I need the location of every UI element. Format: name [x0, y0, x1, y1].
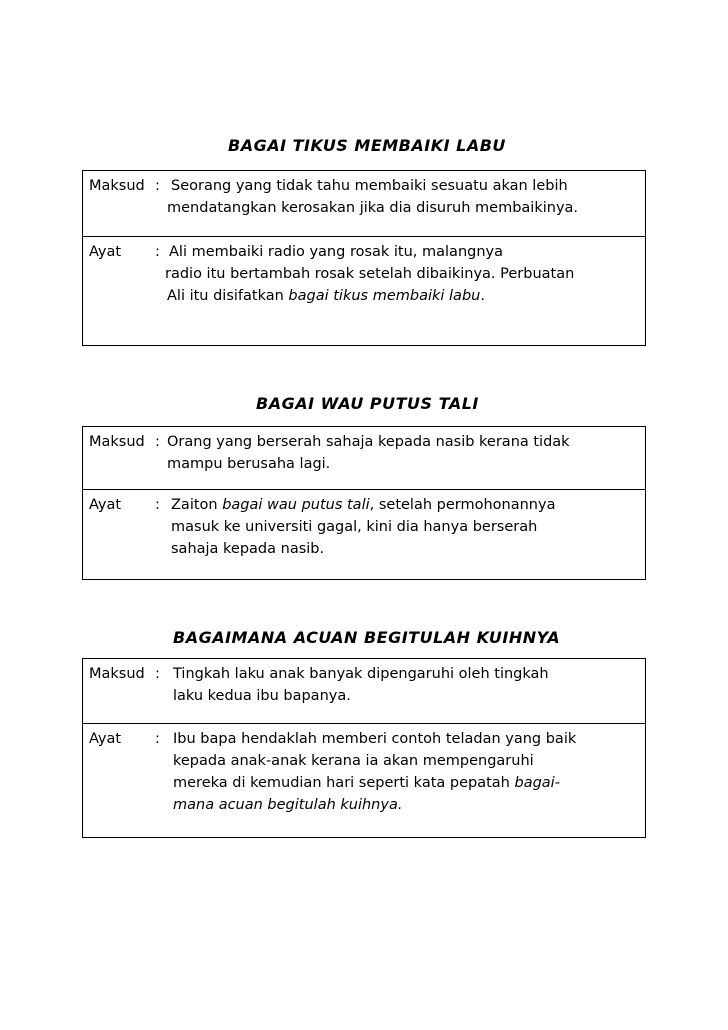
- maksud-row: [83, 427, 645, 489]
- maksud-line: mendatangkan kerosakan jika dia disuruh membaikinya.: [167, 200, 579, 216]
- colon: :: [155, 434, 160, 450]
- ayat-line-pre: radio itu bertambah rosak setelah dibaikinya. Perbuatan: [165, 266, 575, 282]
- ayat-line: [173, 772, 576, 794]
- ayat-line-pre: mereka di kemudian hari seperti kata pepatah: [173, 775, 515, 791]
- section-2-heading: BAGAI WAU PUTUS TALI: [256, 394, 479, 413]
- ayat-line: [173, 728, 576, 750]
- peribahasa-italic: bagai-: [514, 775, 560, 791]
- ayat-line: [165, 263, 574, 285]
- maksud-label: Maksud: [89, 666, 145, 682]
- maksud-line: laku kedua ibu bapanya.: [173, 688, 351, 704]
- ayat-text: [171, 494, 555, 560]
- maksud-text: [173, 663, 549, 707]
- peribahasa-italic: bagai tikus membaiki labu: [288, 288, 481, 304]
- ayat-text: [173, 728, 576, 816]
- colon: :: [155, 731, 160, 747]
- ayat-row: [83, 723, 645, 837]
- ayat-line-post: .: [480, 288, 485, 304]
- ayat-line-pre: masuk ke universiti gagal, kini dia hanya berserah: [171, 519, 538, 535]
- maksud-row: [83, 659, 645, 723]
- ayat-line-pre: Ali itu disifatkan: [167, 288, 289, 304]
- ayat-line-pre: Zaiton: [171, 497, 223, 513]
- section-2-box: [82, 426, 646, 580]
- ayat-label: Ayat: [89, 731, 122, 747]
- ayat-line: [169, 241, 574, 263]
- maksud-text: [167, 175, 579, 219]
- ayat-line-post: , setelah permohonannya: [369, 497, 556, 513]
- maksud-line: Tingkah laku anak banyak dipengaruhi oleh tingkah: [173, 666, 549, 682]
- ayat-line: [173, 750, 576, 772]
- colon: :: [155, 178, 160, 194]
- colon: :: [155, 497, 160, 513]
- maksud-line: Seorang yang tidak tahu membaiki sesuatu akan lebih: [171, 178, 568, 194]
- maksud-text: [167, 431, 570, 475]
- ayat-line: [171, 538, 555, 560]
- ayat-line: [173, 794, 576, 816]
- maksud-line: mampu berusaha lagi.: [167, 456, 331, 472]
- peribahasa-italic: bagai wau putus tali: [222, 497, 370, 513]
- ayat-line-pre: Ibu bapa hendaklah memberi contoh teladan yang baik: [173, 731, 577, 747]
- colon: :: [155, 244, 160, 260]
- section-1-heading: BAGAI TIKUS MEMBAIKI LABU: [228, 136, 506, 155]
- colon: :: [155, 666, 160, 682]
- ayat-label: Ayat: [89, 244, 122, 260]
- ayat-line: [167, 285, 574, 307]
- ayat-line-pre: kepada anak-anak kerana ia akan mempengaruhi: [173, 753, 534, 769]
- maksud-row: [83, 171, 645, 236]
- ayat-text: [165, 241, 575, 307]
- maksud-label: Maksud: [89, 178, 145, 194]
- ayat-row: [83, 236, 645, 345]
- ayat-line: [171, 516, 555, 538]
- ayat-row: [83, 489, 645, 579]
- ayat-label: Ayat: [89, 497, 122, 513]
- section-3-box: [82, 658, 646, 838]
- ayat-line: [171, 494, 555, 516]
- peribahasa-italic: mana acuan begitulah kuihnya.: [173, 797, 403, 813]
- section-3-heading: BAGAIMANA ACUAN BEGITULAH KUIHNYA: [173, 628, 561, 647]
- ayat-line-pre: sahaja kepada nasib.: [171, 541, 325, 557]
- maksud-label: Maksud: [89, 434, 145, 450]
- section-1-box: [82, 170, 646, 346]
- maksud-line: Orang yang berserah sahaja kepada nasib kerana tidak: [167, 434, 570, 450]
- ayat-line-pre: Ali membaiki radio yang rosak itu, malangnya: [169, 244, 503, 260]
